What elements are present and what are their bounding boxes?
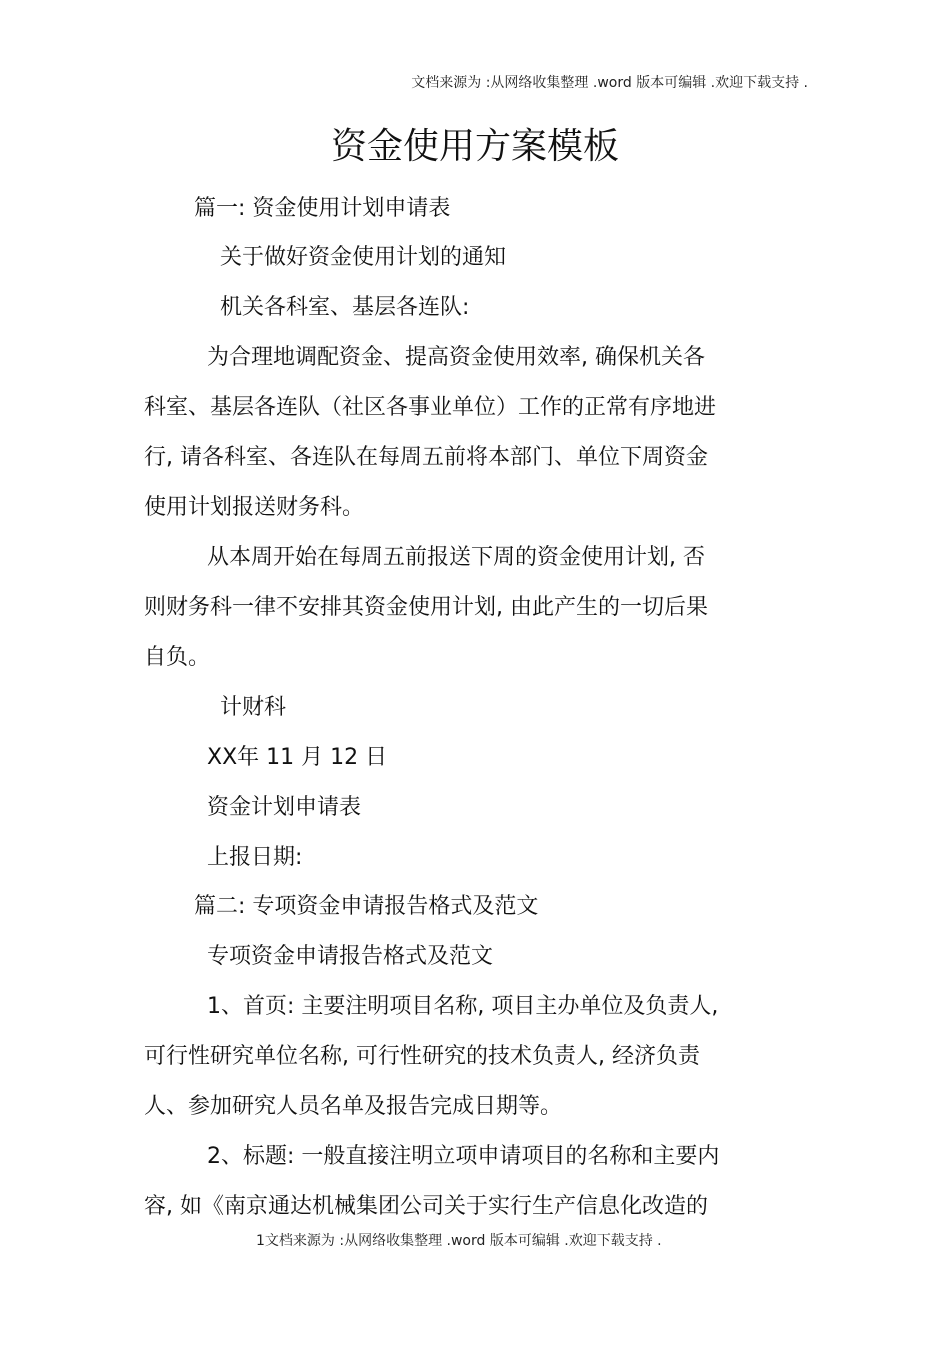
doc-line: 为合理地调配资金、提高资金使用效率, 确保机关各 [207,345,705,370]
doc-line: 可行性研究单位名称, 可行性研究的技术负责人, 经济负责 [144,1044,700,1069]
doc-line: 专项资金申请报告格式及范文 [207,944,494,969]
doc-line: 资金计划申请表 [207,795,362,820]
doc-line: 容, 如《南京通达机械集团公司关于实行生产信息化改造的 [144,1194,708,1219]
doc-line: XX年 11 月 12 日 [207,745,388,770]
doc-line: 从本周开始在每周五前报送下周的资金使用计划, 否 [207,545,705,570]
doc-line: 关于做好资金使用计划的通知 [220,245,507,270]
doc-line: 使用计划报送财务科。 [144,495,365,520]
doc-line: 上报日期: [207,845,303,870]
doc-line: 人、参加研究人员名单及报告完成日期等。 [144,1094,563,1119]
doc-line: 篇二: 专项资金申请报告格式及范文 [194,894,539,919]
page-footer: 1文档来源为 :从网络收集整理 .word 版本可编辑 .欢迎下载支持 . [256,1233,662,1249]
page-header: 文档来源为 :从网络收集整理 .word 版本可编辑 .欢迎下载支持 . [411,75,808,91]
doc-line: 2、标题: 一般直接注明立项申请项目的名称和主要内 [207,1144,720,1169]
doc-line: 则财务科一律不安排其资金使用计划, 由此产生的一切后果 [144,595,708,620]
doc-line: 行, 请各科室、各连队在每周五前将本部门、单位下周资金 [144,445,708,470]
doc-line: 1、首页: 主要注明项目名称, 项目主办单位及负责人, [207,994,719,1019]
doc-line: 篇一: 资金使用计划申请表 [194,196,451,221]
document-title: 资金使用方案模板 [330,126,619,167]
doc-line: 计财科 [220,695,287,720]
doc-line: 科室、基层各连队（社区各事业单位）工作的正常有序地进 [144,395,717,420]
doc-line: 机关各科室、基层各连队: [220,295,470,320]
doc-line: 自负。 [144,645,211,670]
